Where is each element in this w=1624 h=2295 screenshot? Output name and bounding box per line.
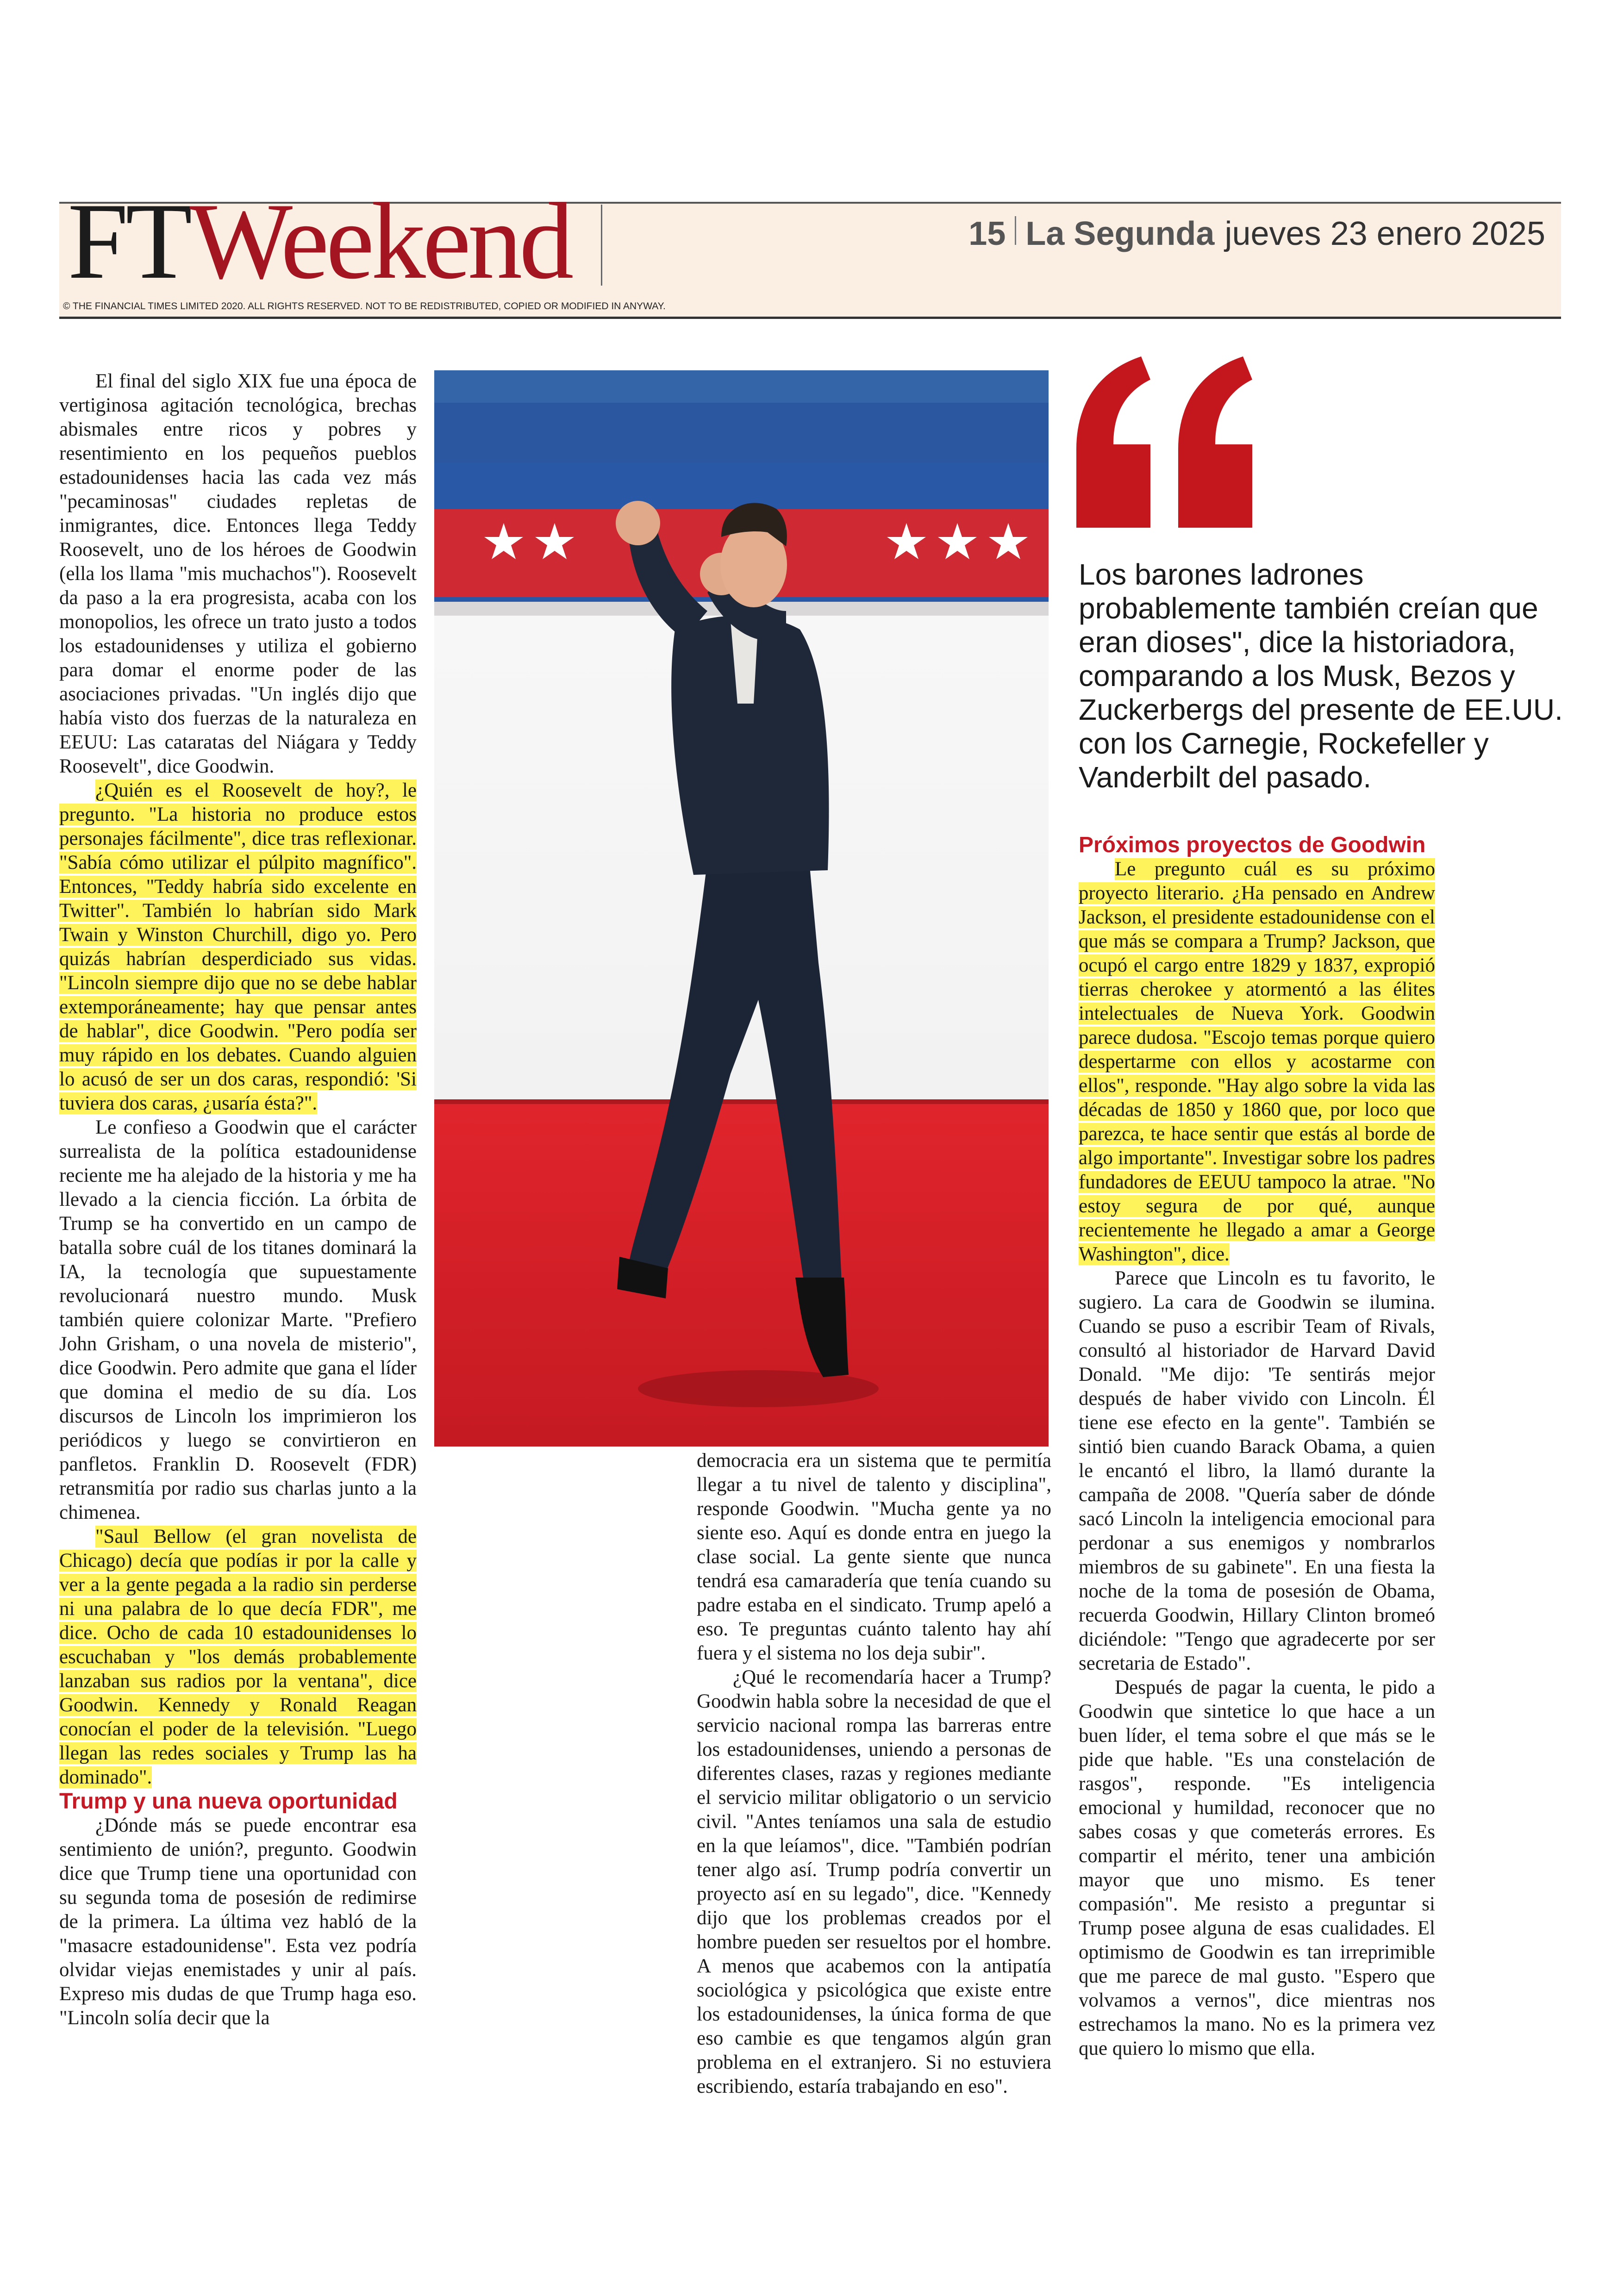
highlight-text: "Saul Bellow (el gran novelista de Chicago) decía que podías ir por la calle y ver a la gente pegada a la radio sin perderse ni una palabra de lo que decía FDR", me dice. Ocho de cada 10 estadounidenses lo escuchaban y "los demás probablemente lanzaban sus radios por la ventana", dice Goodwin. Kennedy y Ronald Reagan conocían el poder de la televisión. "Luego llegan las redes sociales y Trump las ha dominado".: [59, 1526, 417, 1788]
masthead-divider: [601, 205, 602, 286]
article-column-1: [59, 369, 417, 2030]
article-photo: [434, 370, 1049, 1447]
paragraph: Después de pagar la cuenta, le pido a Goodwin que sintetice lo que hace a un buen líder, el tema sobre el que más se le pide que hable. "Es una constelación de rasgos", responde. "Es inteligencia emocional y humildad, reconocer que no sabes cosas y que cometerás errores. Es compartir el mérito, tener una ambición mayor que uno mismo. Es tener compasión". Me resisto a preguntar si Trump posee alguna de esas cualidades. El optimismo de Goodwin es tan irreprimible que me parece de mal gusto. "Espero que volvamos a vernos", dice mientras nos estrechamos la mano. No es la primera vez que quiero lo mismo que ella.: [1079, 1677, 1435, 2059]
article-column-2: [697, 1449, 1051, 2099]
copyright-notice: © THE FINANCIAL TIMES LIMITED 2020. ALL RIGHTS RESERVED. NOT TO BE REDISTRIBUTED, COPIED OR MODIFIED IN ANYWAY.: [63, 301, 666, 312]
brand-weekend: Weekend: [189, 181, 571, 302]
paragraph: democracia era un sistema que te permitía llegar a tu nivel de talento y disciplina", responde Goodwin. "Mucha gente ya no siente eso. Aquí es donde entra en juego la clase social. La gente siente que nunca tendrá esa camaradería que tenía cuando su padre estaba en el sindicato. Trump apeló a eso. Te preguntas cuánto talento hay ahí fuera y el sistema no los deja subir".: [697, 1450, 1051, 1664]
publication-name: La Segunda: [1025, 215, 1215, 252]
brand-ft: FT: [68, 181, 190, 302]
highlighted-paragraph: [1079, 857, 1435, 1266]
paragraph: Le confieso a Goodwin que el carácter surrealista de la política estadounidense reciente me ha alejado de la historia y me ha llevado a la ciencia ficción. La órbita de Trump se ha convertido en un campo de batalla sobre cuál de los titanes dominará la IA, la tecnología que supuestamente revolucionará nuestro mundo. Musk también quiere colonizar Marte. "Prefiero John Grisham, o una novela de misterio", dice Goodwin. Pero admite que gana el líder que domina el medio de su día. Los discursos de Lincoln los imprimieron los periódicos y luego se convirtieron en panfletos. Franklin D. Roosevelt (FDR) retransmitía por radio sus charlas junto a la chimenea.: [59, 1116, 417, 1523]
issue-date: jueves 23 enero 2025: [1224, 215, 1545, 252]
highlighted-paragraph: [59, 1525, 417, 1790]
ft-weekend-logo[interactable]: [68, 181, 571, 302]
masthead: [59, 181, 1561, 319]
paragraph: ¿Qué le recomendaría hacer a Trump? Goodwin habla sobre la necesidad de que el servicio nacional rompa las barreras entre los estadounidenses, uniendo a personas de diferentes clases, razas y regiones mediante el servicio militar obligatorio o un servicio civil. "Antes teníamos una sala de estudio en la que leíamos", dice. "También podrían tener algo así. Trump podría convertir un proyecto así en su legado", dice. "Kennedy dijo que los problemas creados por el hombre pueden ser resueltos por el hombre. A menos que acabemos con la antipatía sociológica y psicológica que existe entre los estadounidenses, la única forma de que eso cambie es que tengamos algún gran problema en el extranjero. Si no estuviera escribiendo, estaría trabajando en eso".: [697, 1666, 1051, 2097]
article-column-3: [1079, 833, 1435, 2061]
issue-divider: [1015, 216, 1016, 245]
issue-info: [968, 215, 1545, 253]
highlighted-paragraph: [59, 779, 417, 1116]
section-subhead: Trump y una nueva oportunidad: [59, 1789, 398, 1814]
page-number: 15: [968, 215, 1006, 252]
highlight-text: ¿Quién es el Roosevelt de hoy?, le pregunto. "La historia no produce estos personajes fácilmente", dice tras reflexionar. "Sabía cómo utilizar el púlpito magnífico". Entonces, "Teddy habría sido excelente en Twitter". También lo habrían sido Mark Twain y Winston Churchill, digo yo. Pero quizás habrían desperdiciado sus vidas. "Lincoln siempre dijo que no se debe hablar extemporáneamente; hay que pensar antes de hablar", dice Goodwin. "Pero podía ser muy rápido en los debates. Cuando alguien lo acusó de ser un dos caras, respondió: 'Si tuviera dos caras, ¿usaría ésta?".: [59, 780, 417, 1114]
man-dancing-photo: [434, 370, 1049, 1447]
quotation-mark-icon: [1072, 352, 1266, 528]
highlight-text: Le pregunto cuál es su próximo proyecto literario. ¿Ha pensado en Andrew Jackson, el presidente estadounidense con el que más se compara a Trump? Jackson, que ocupó el cargo entre 1829 y 1837, expropió tierras cherokee y atormentó a las élites intelectuales de Nueva York. Goodwin parece dudosa. "Escojo temas porque quiero despertarme con ellos y acostarme con ellos", responde. "Hay algo sobre la vida las décadas de 1850 y 1860 que, por loco que parezca, te hace sentir que estás al borde de algo importante". Investigar sobre los padres fundadores de EEUU tampoco la atrae. "No estoy segura de por qué, aunque recientemente he llegado a amar a George Washington", dice.: [1079, 858, 1435, 1265]
section-subhead: Próximos proyectos de Goodwin: [1079, 833, 1426, 857]
pull-quote: Los barones ladrones probablemente también creían que eran dioses", dice la historiadora, comparando a los Musk, Bezos y Zuckerbergs del presente de EE.UU. con los Carnegie, Rockefeller y Vanderbilt del pasado.: [1079, 558, 1563, 794]
paragraph: Parece que Lincoln es tu favorito, le sugiero. La cara de Goodwin se ilumina. Cuando se puso a escribir Team of Rivals, consultó al historiador de Harvard David Donald. "Me dijo: 'Te sentirás mejor después de haber vivido con Lincoln. Él tiene ese efecto en la gente". También se sintió bien cuando Barack Obama, a quien le encantó el libro, la llamó durante la campaña de 2008. "Quería saber de dónde sacó Lincoln la inteligencia emocional para perdonar a sus enemigos y nombrarlos miembros de su gabinete". En una fiesta la noche de la toma de posesión de Obama, recuerda Goodwin, Hillary Clinton bromeó diciéndole: "Tengo que agradecerte por ser secretaria de Estado".: [1079, 1267, 1435, 1674]
paragraph: El final del siglo XIX fue una época de vertiginosa agitación tecnológica, brechas abismales entre ricos y pobres y resentimiento en los pequeños pueblos estadounidenses hacia las cada vez más "pecaminosas" ciudades repletas de inmigrantes, dice. Entonces llega Teddy Roosevelt, uno de los héroes de Goodwin (ella los llama "mis muchachos"). Roosevelt da paso a la era progresista, acaba con los monopolios, les ofrece un trato justo a todos los estadounidenses y utiliza el gobierno para domar el enorme poder de las asociaciones privadas. "Un inglés dijo que había visto dos fuerzas de la naturaleza en EEUU: Las cataratas del Niágara y Teddy Roosevelt", dice Goodwin.: [59, 370, 417, 777]
paragraph: ¿Dónde más se puede encontrar esa sentimiento de unión?, pregunto. Goodwin dice que Trump tiene una oportunidad con su segunda toma de posesión de redimirse de la primera. La última vez habló de la "masacre estadounidense". Esta vez podría olvidar viejas enemistades y unir al país. Expreso mis dudas de que Trump haga eso. "Lincoln solía decir que la: [59, 1815, 417, 2029]
